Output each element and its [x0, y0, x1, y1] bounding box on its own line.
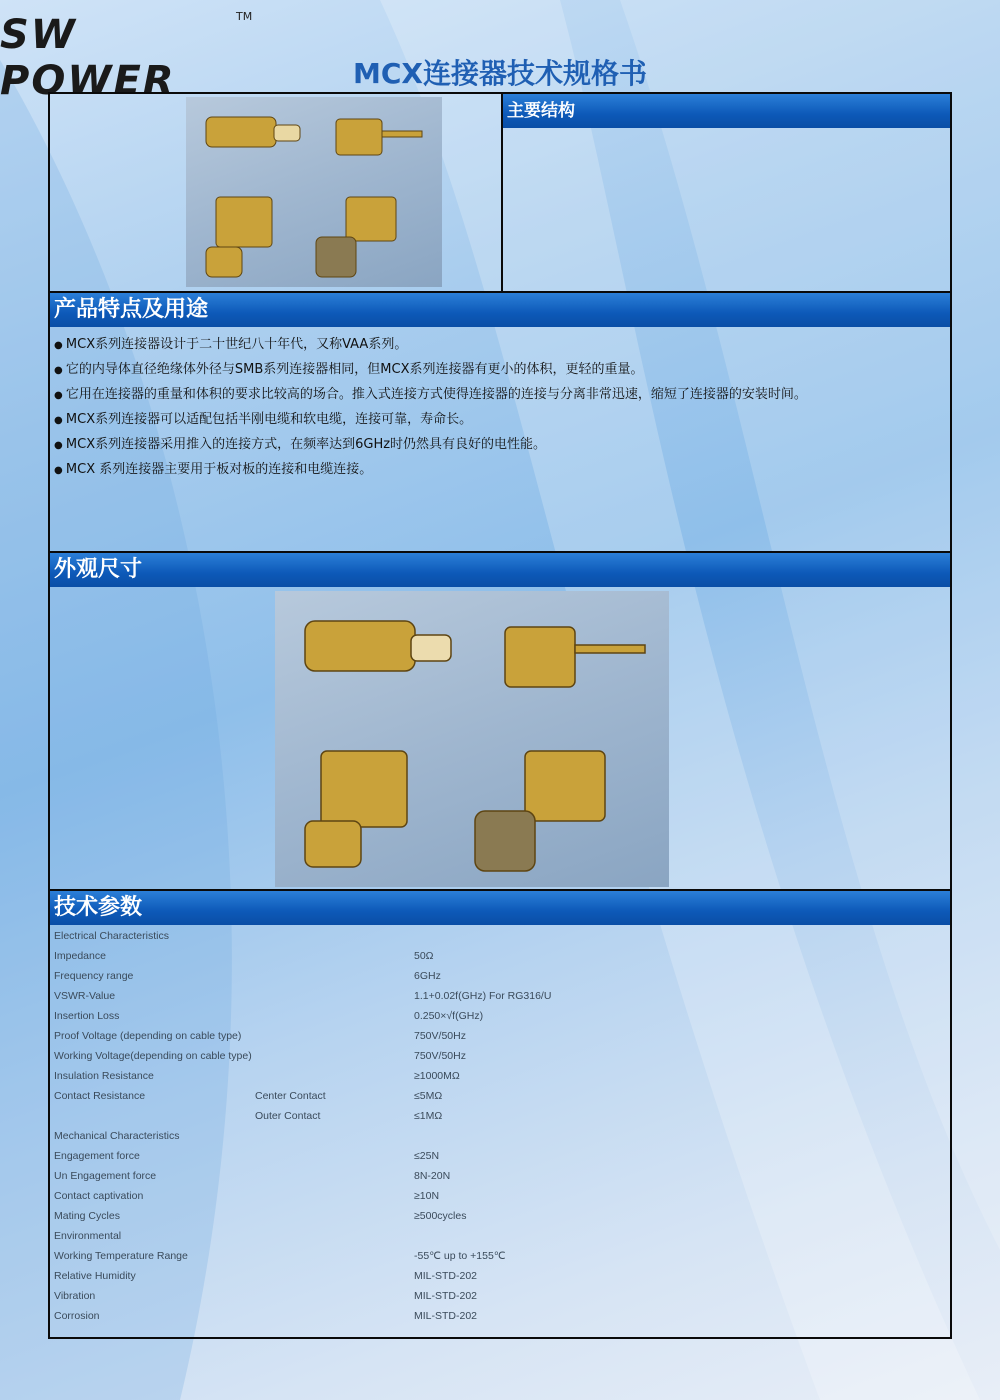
feature-list: [54, 332, 944, 482]
table-row: Insulation Resistance ≥1000MΩ: [54, 1070, 460, 1082]
table-row: Un Engagement force 8N-20N: [54, 1170, 451, 1182]
table-row: Vibration MIL-STD-202: [54, 1290, 478, 1302]
section-header-params: 技术参数: [50, 891, 950, 925]
feature-item: ● MCX 系列连接器主要用于板对板的连接和电缆连接。: [54, 457, 944, 482]
spec-frame: [48, 92, 952, 1339]
table-row: Corrosion MIL-STD-202: [54, 1310, 478, 1322]
logo-text: SW POWER: [0, 12, 176, 104]
section-header-structure: 主要结构: [503, 94, 950, 128]
product-photo-small: [186, 97, 442, 287]
feature-item: ● MCX系列连接器设计于二十世纪八十年代，又称VAA系列。: [54, 332, 944, 357]
table-row: Relative Humidity MIL-STD-202: [54, 1270, 478, 1282]
table-row: Proof Voltage (depending on cable type) 750V/50Hz: [54, 1030, 466, 1042]
page-title: MCX连接器技术规格书: [352, 57, 647, 90]
feature-item: ● 它的内导体直径绝缘体外径与SMB系列连接器相同，但MCX系列连接器有更小的体积，更轻的重量。: [54, 357, 944, 382]
trademark-mark: TM: [236, 10, 253, 23]
table-row: Insertion Loss 0.250×√f(GHz): [54, 1010, 484, 1022]
table-row: Impedance 50Ω: [54, 950, 434, 962]
table-row: Working Voltage(depending on cable type) 750V/50Hz: [54, 1050, 466, 1062]
feature-item: ● MCX系列连接器可以适配包括半刚电缆和软电缆，连接可靠，寿命长。: [54, 407, 944, 432]
table-row: Environmental: [54, 1230, 122, 1242]
table-row: Working Temperature Range -55℃ up to +155℃: [54, 1250, 506, 1262]
table-row: VSWR-Value 1.1+0.02f(GHz) For RG316/U: [54, 990, 552, 1002]
table-row: Contact Resistance Center Contact ≤5MΩ: [54, 1090, 443, 1102]
table-row: Contact captivation ≥10N: [54, 1190, 440, 1202]
feature-item: ● MCX系列连接器采用推入的连接方式，在频率达到6GHz时仍然具有良好的电性能。: [54, 432, 944, 457]
table-row: Mechanical Characteristics: [54, 1130, 180, 1142]
feature-item: ● 它用在连接器的重量和体积的要求比较高的场合。推入式连接方式使得连接器的连接与分离非常迅速，缩短了连接器的安装时间。: [54, 382, 944, 407]
spec-table: [54, 927, 944, 1327]
table-row: Outer Contact ≤1MΩ: [255, 1110, 443, 1122]
section-header-dimensions: 外观尺寸: [50, 553, 950, 587]
product-photo-large: [275, 591, 669, 887]
section-header-features: 产品特点及用途: [50, 293, 950, 327]
table-row: Frequency range 6GHz: [54, 970, 441, 982]
table-row: Mating Cycles ≥500cycles: [54, 1210, 467, 1222]
table-row: Electrical Characteristics: [54, 930, 169, 942]
table-row: Engagement force ≤25N: [54, 1150, 440, 1162]
